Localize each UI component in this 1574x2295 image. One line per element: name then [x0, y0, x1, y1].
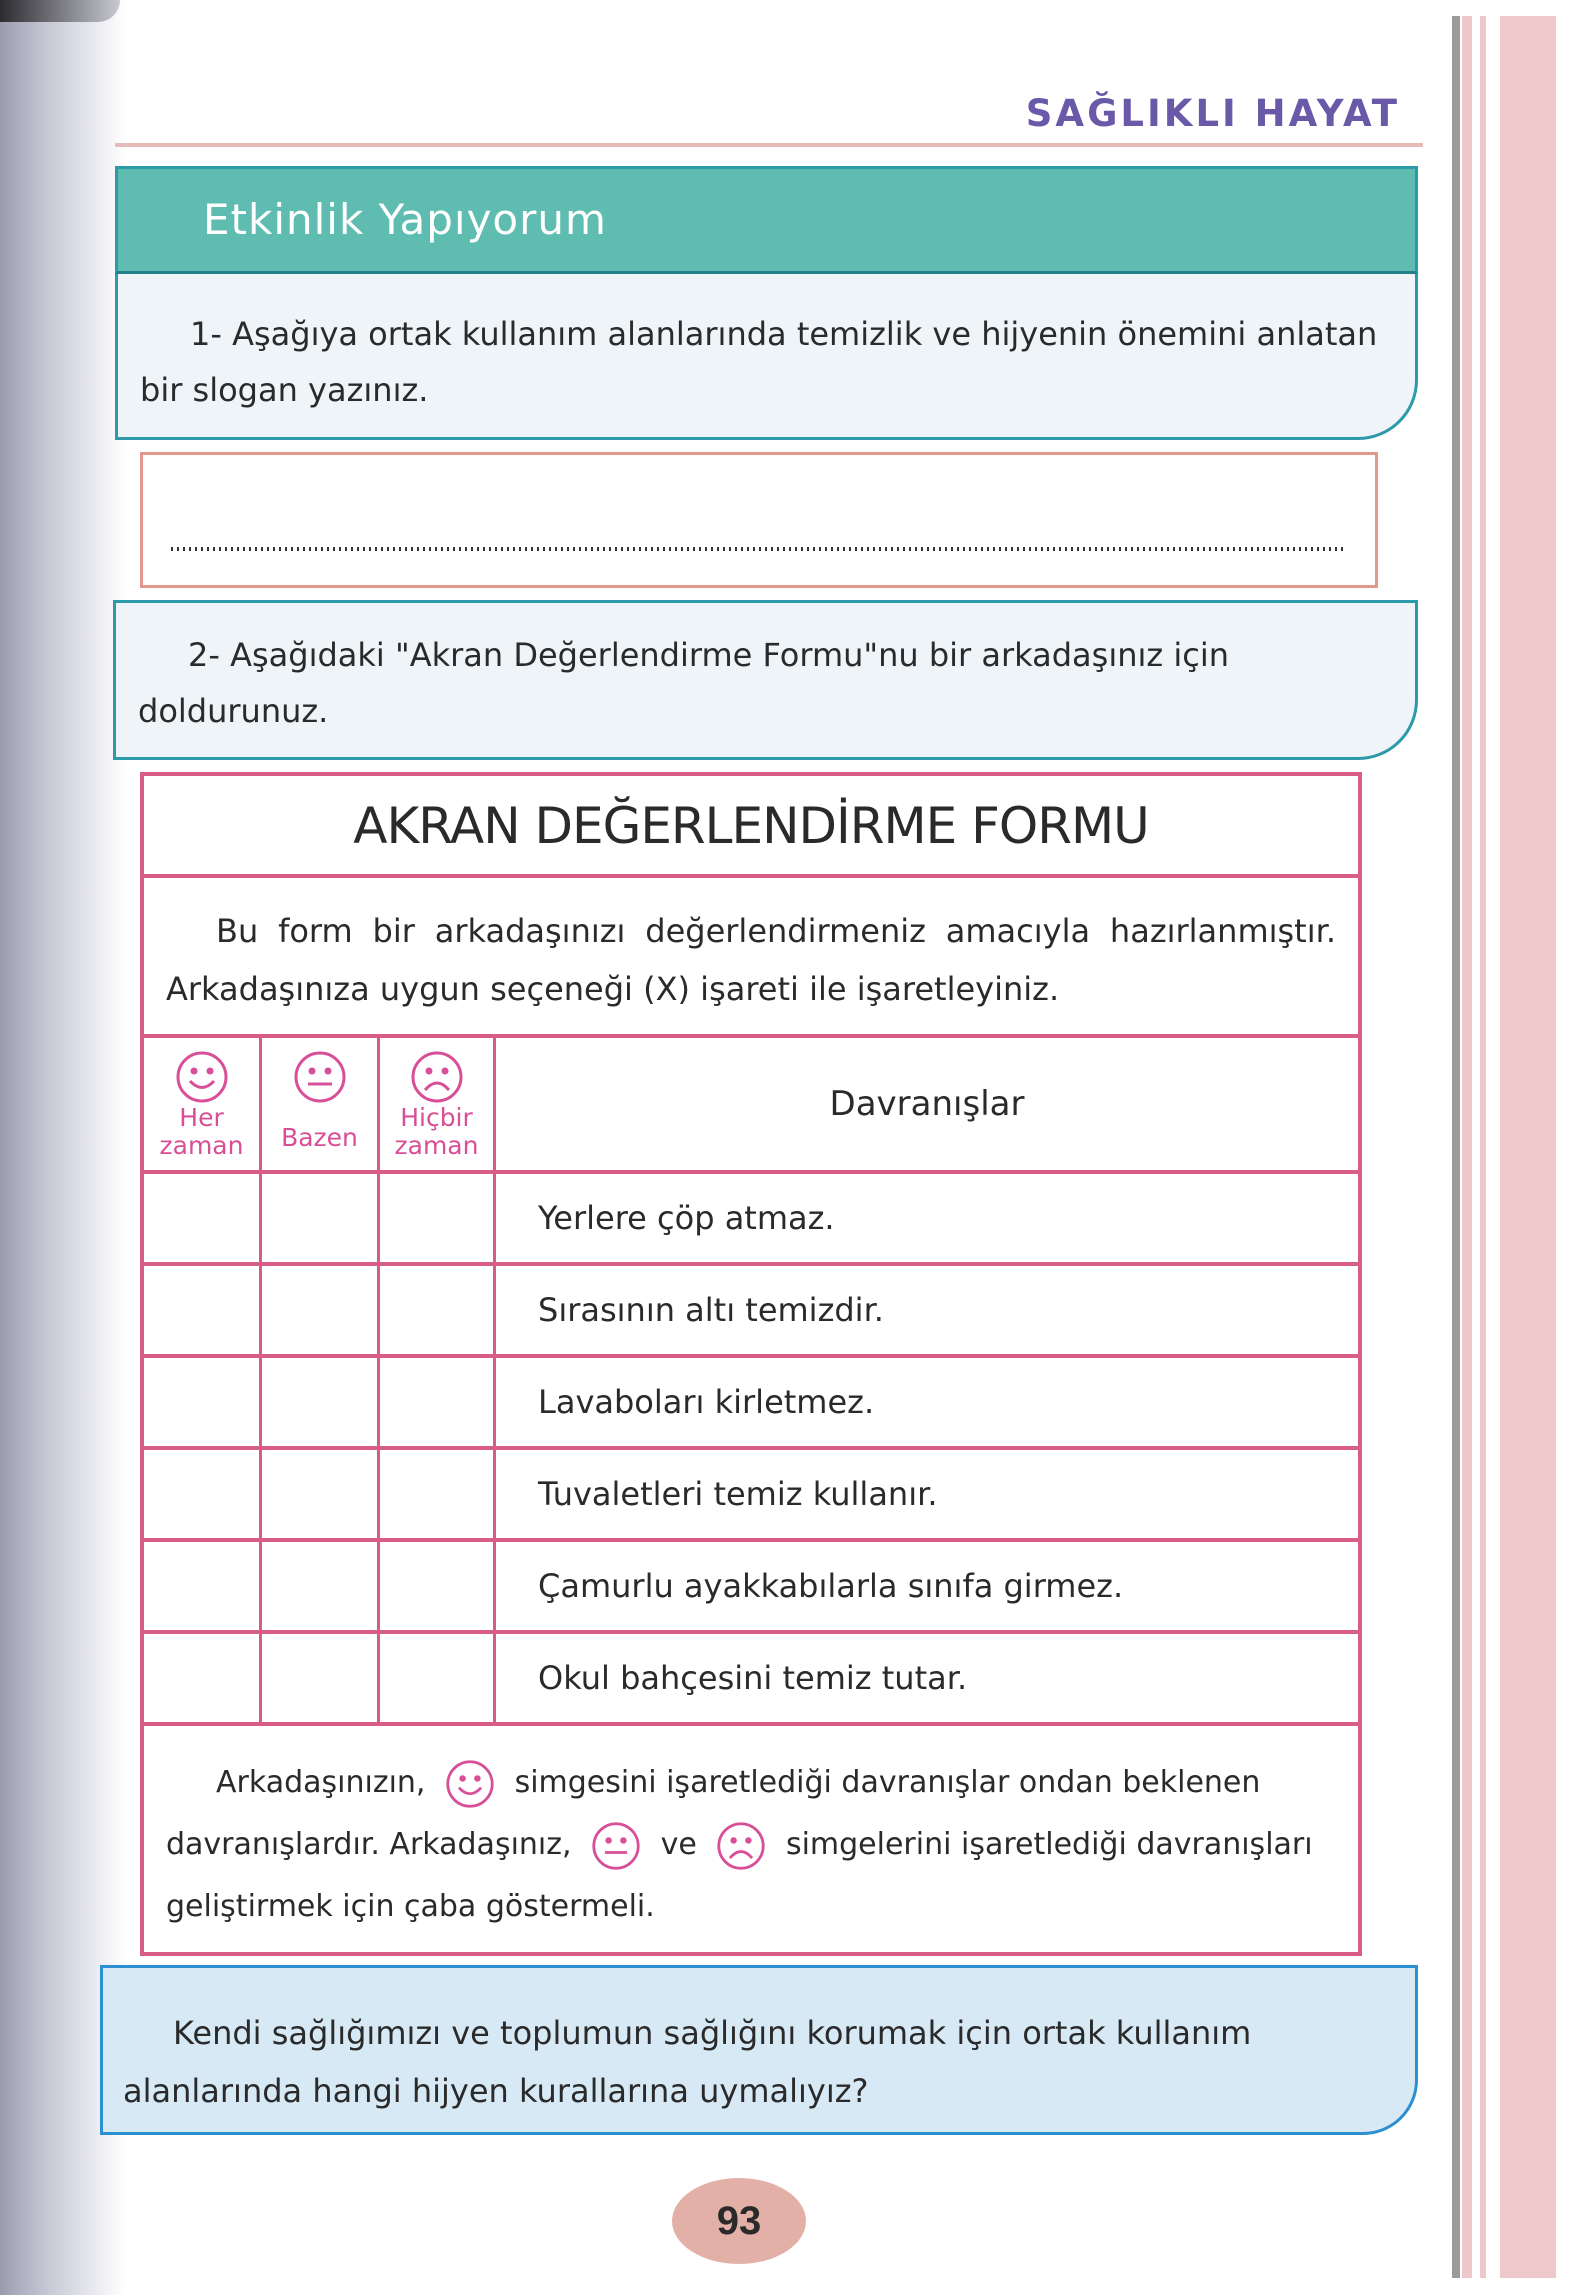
- page-number: 93: [672, 2178, 806, 2264]
- checkbox-never[interactable]: [380, 1542, 496, 1630]
- table-row: [144, 1542, 1358, 1634]
- column-label-line1: Her: [179, 1103, 224, 1132]
- footer-text: simgesini işaretlediği davranışlar ondan beklenen davranışlardır. Arkadaşınız,: [166, 1765, 1261, 1862]
- table-row: [144, 1358, 1358, 1450]
- footer-text: ve: [660, 1827, 697, 1862]
- form-intro: [144, 878, 1358, 1038]
- behavior-cell: [496, 1358, 1358, 1446]
- checkbox-never[interactable]: [380, 1174, 496, 1262]
- checkbox-always[interactable]: [144, 1266, 262, 1354]
- reflection-question-text: [123, 2004, 1395, 2120]
- behavior-text: Okul bahçesini temiz tutar.: [538, 1659, 968, 1697]
- checkbox-never[interactable]: [380, 1450, 496, 1538]
- form-footer-note: [144, 1734, 1358, 1938]
- table-row: [144, 1450, 1358, 1542]
- evaluation-table: [144, 1038, 1358, 1726]
- dotted-answer-line[interactable]: [171, 547, 1347, 551]
- checkbox-sometimes[interactable]: [262, 1266, 380, 1354]
- smiley-happy-icon: [175, 1050, 229, 1104]
- activity-banner: [115, 166, 1418, 274]
- book-binding-shadow: [0, 0, 125, 2295]
- form-intro-text: Bu form bir arkadaşınızı değerlendirmeniz amacıyla hazırlanmıştır. Arkadaşınıza uygun seçeneği (X) işareti ile işaretleyiniz.: [166, 912, 1336, 1008]
- table-row: [144, 1634, 1358, 1726]
- behavior-cell: [496, 1450, 1358, 1538]
- activity-title: Etkinlik Yapıyorum: [203, 195, 607, 244]
- smiley-sad-icon: [716, 1821, 766, 1871]
- checkbox-always[interactable]: [144, 1450, 262, 1538]
- smiley-neutral-icon: [293, 1050, 347, 1104]
- table-header-row: [144, 1038, 1358, 1174]
- behavior-cell: [496, 1542, 1358, 1630]
- footer-text: Arkadaşınızın,: [216, 1765, 426, 1800]
- smiley-sad-icon: [410, 1050, 464, 1104]
- reflection-question-label: Kendi sağlığımızı ve toplumun sağlığını korumak için ortak kullanım alanlarında hangi hijyen kurallarına uymalıyız?: [123, 2014, 1252, 2110]
- behavior-cell: [496, 1174, 1358, 1262]
- column-label-line1: Hiçbir: [400, 1103, 473, 1132]
- checkbox-never[interactable]: [380, 1358, 496, 1446]
- checkbox-always[interactable]: [144, 1174, 262, 1262]
- checkbox-never[interactable]: [380, 1266, 496, 1354]
- checkbox-sometimes[interactable]: [262, 1358, 380, 1446]
- question-1-label: 1- Aşağıya ortak kullanım alanlarında temizlik ve hijyenin önemini anlatan bir slogan yazınız.: [140, 315, 1378, 409]
- checkbox-sometimes[interactable]: [262, 1174, 380, 1262]
- column-label-line2: zaman: [394, 1131, 479, 1160]
- behavior-text: Lavaboları kirletmez.: [538, 1383, 875, 1421]
- reflection-question-box: [100, 1965, 1418, 2135]
- checkbox-sometimes[interactable]: [262, 1542, 380, 1630]
- checkbox-sometimes[interactable]: [262, 1634, 380, 1722]
- behavior-cell: [496, 1634, 1358, 1722]
- behavior-text: Çamurlu ayakkabılarla sınıfa girmez.: [538, 1567, 1124, 1605]
- behavior-cell: [496, 1266, 1358, 1354]
- smiley-happy-icon: [445, 1759, 495, 1809]
- form-title: AKRAN DEĞERLENDİRME FORMU: [144, 776, 1358, 878]
- checkbox-always[interactable]: [144, 1358, 262, 1446]
- footer-text: simgelerini işaretlediği davranışları geliştirmek için çaba göstermeli.: [166, 1827, 1313, 1924]
- behavior-text: Sırasının altı temizdir.: [538, 1291, 884, 1329]
- table-row: [144, 1266, 1358, 1358]
- checkbox-always[interactable]: [144, 1542, 262, 1630]
- behaviors-header-label: Davranışlar: [829, 1084, 1025, 1124]
- decorative-stripe: [1500, 16, 1556, 2278]
- smiley-neutral-icon: [591, 1821, 641, 1871]
- question-2-box: [113, 600, 1418, 760]
- behavior-text: Tuvaletleri temiz kullanır.: [538, 1475, 938, 1513]
- question-1-text: [140, 306, 1395, 418]
- decorative-stripe: [1480, 16, 1486, 2278]
- behavior-text: Yerlere çöp atmaz.: [538, 1199, 835, 1237]
- decorative-stripe: [1462, 16, 1472, 2278]
- column-label-line2: zaman: [159, 1131, 244, 1160]
- column-sometimes: [262, 1038, 380, 1170]
- table-row: [144, 1174, 1358, 1266]
- question-1-box: [115, 274, 1418, 440]
- question-2-text: [138, 627, 1395, 739]
- checkbox-sometimes[interactable]: [262, 1450, 380, 1538]
- column-never: [380, 1038, 496, 1170]
- slogan-answer-field[interactable]: [140, 452, 1378, 588]
- column-label-line1: Bazen: [281, 1123, 358, 1152]
- checkbox-never[interactable]: [380, 1634, 496, 1722]
- header-divider: [115, 143, 1423, 147]
- checkbox-always[interactable]: [144, 1634, 262, 1722]
- page-edge: [1452, 16, 1460, 2278]
- behaviors-header: [496, 1038, 1358, 1170]
- column-always: [144, 1038, 262, 1170]
- section-title: SAĞLIKLI HAYAT: [1025, 92, 1400, 135]
- book-binding-edge: [0, 0, 120, 22]
- peer-evaluation-form: [140, 772, 1362, 1956]
- question-2-label: 2- Aşağıdaki "Akran Değerlendirme Formu"nu bir arkadaşınız için doldurunuz.: [138, 636, 1229, 730]
